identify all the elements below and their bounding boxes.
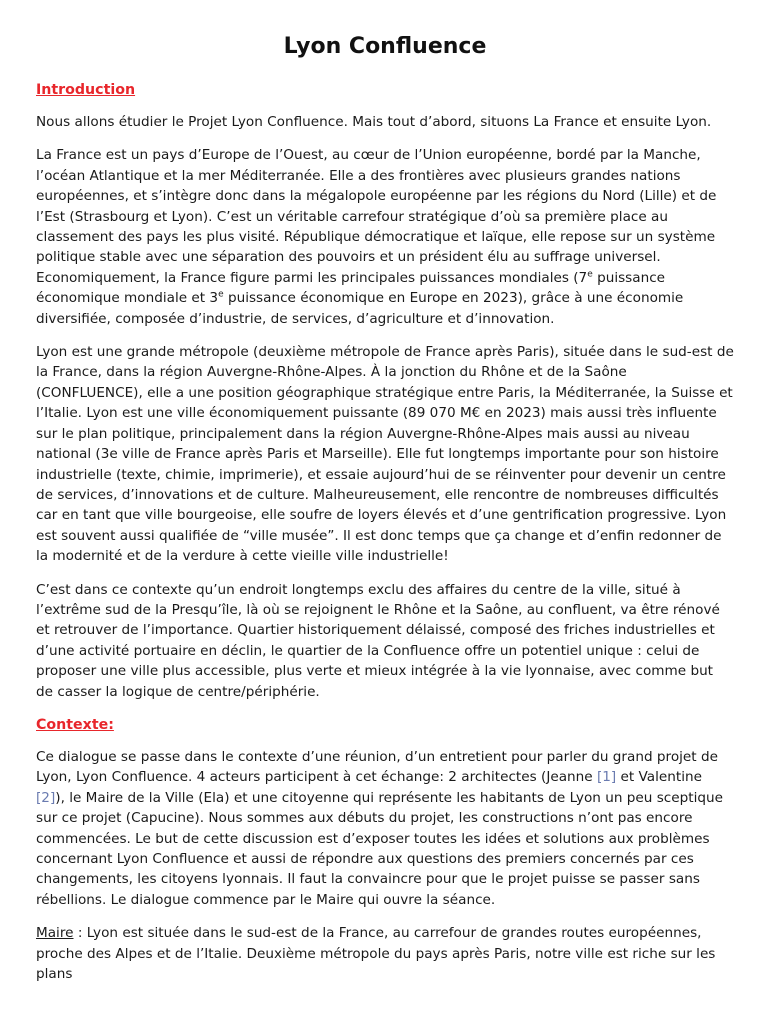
dialogue-text-part3: ), le Maire de la Ville (Ela) et une citoyenne qui représente les habitants de Lyon un peu sceptique sur ce projet (Capucine). Nous sommes aux débuts du projet, les constructions n’ont pas encore commencées. Le but de cette discussion est d’exposer toutes les idées et solutions aux problèmes concernant Lyon Confluence et aussi de répondre aux questions des premiers concernés par ces changements, les citoyens lyonnais. Il faut la convaincre pour que le projet puisse se passer sans rébellions. Le dialogue commence par le Maire qui ouvre la séance. (36, 789, 723, 908)
paragraph-intro: Nous allons étudier le Projet Lyon Confluence. Mais tout d’abord, situons La France et ensuite Lyon. (36, 114, 712, 130)
paragraph-lyon: Lyon est une grande métropole (deuxième métropole de France après Paris), située dans le sud-est de la France, dans la région Auvergne-Rhône-Alpes. À la jonction du Rhône et de la Saône (CONFLUENCE), elle a une position géographique stratégique entre Paris, la Méditerranée, la Suisse et l’Italie. Lyon est une ville économiquement puissante (89 070 M€ en 2023) mais aussi très influente sur le plan politique, principalement dans la région Auvergne-Rhône-Alpes mais aussi au niveau national (3e ville de France après Paris et Marseille). Elle fut longtemps importante pour son histoire industrielle (texte, chimie, imprimerie), et essaie aujourd’hui de se réinventer pour devenir un centre de services, d’innovations et de culture. Malheureusement, elle rencontre de nombreuses difficultés car en tant que ville bourgeoise, elle soufre de loyers élevés et d’une gentrification progressive. Lyon est souvent aussi qualifiée de “ville musée”. Il est donc temps que ça change et d’enfin redonner de la modernité et de la verdure à cette vieille ville industrielle! (36, 344, 734, 565)
footnote-ref-2[interactable]: [2] (36, 789, 56, 806)
paragraph-dialogue (36, 747, 734, 910)
speaker-label: Maire (36, 925, 74, 942)
france-text-part3: puissance économique en Europe en 2023), grâce à une économie diversifiée, composée d’industrie, de services, d’agriculture et d’innovation. (36, 290, 684, 327)
paragraph-france (36, 145, 734, 329)
paragraph-context-intro: C’est dans ce contexte qu’un endroit longtemps exclu des affaires du centre de la ville, situé à l’extrême sud de la Presqu’île, là où se rejoignent le Rhône et la Saône, au confluent, va être rénové et retrouver de l’importance. Quartier historiquement délaissé, composé des friches industrielles et d’une activité portuaire en déclin, le quartier de la Confluence offre un potentiel unique : celui de proposer une ville plus accessible, plus verte et mieux intégrée à la vie lyonnaise, avec comme but de casser la logique de centre/périphérie. (36, 581, 720, 700)
page-title: Lyon Confluence (283, 34, 487, 59)
maire-text: : Lyon est située dans le sud-est de la France, au carrefour de grandes routes européennes, proche des Alpes et de l’Italie. Deuxième métropole du pays après Paris, notre ville est riche sur les plans (36, 925, 716, 983)
france-text-part1: La France est un pays d’Europe de l’Ouest, au cœur de l’Union européenne, bordé par la Manche, l’océan Atlantique et la mer Méditerranée. Elle a des frontières avec plusieurs grandes nations européennes, et s’intègre donc dans la mégalopole européenne par les régions du Nord (Lille) et de l’Est (Strasbourg et Lyon). C’est un véritable carrefour stratégique d’où sa première place au classement des pays les plus visité. République démocratique et laïque, elle repose sur un système politique stable avec une séparation des pouvoirs et un président élu au suffrage universel. Economiquement, la France figure parmi les principales puissances mondiales (7 (36, 147, 717, 286)
dialogue-text-part2: et Valentine (616, 769, 702, 786)
dialogue-text-part1: Ce dialogue se passe dans le contexte d’une réunion, d’un entretient pour parler du grand projet de Lyon, Lyon Confluence. 4 acteurs participent à cet échange: 2 architectes (Jeanne (36, 748, 718, 786)
superscript-e: e (218, 289, 224, 300)
section-heading-introduction: Introduction (36, 82, 136, 98)
paragraph-maire (36, 923, 734, 984)
footnote-ref-1[interactable]: [1] (596, 769, 617, 786)
section-heading-contexte: Contexte: (36, 716, 114, 733)
france-text-part2: puissance économique mondiale et 3 (36, 269, 666, 307)
superscript-e: e (587, 269, 593, 280)
